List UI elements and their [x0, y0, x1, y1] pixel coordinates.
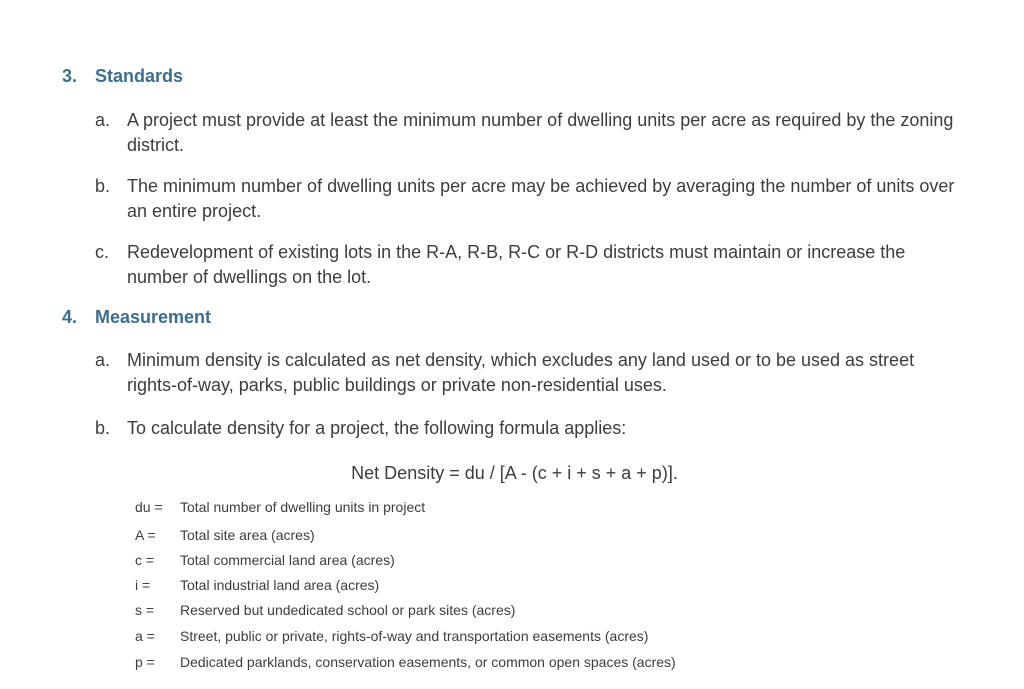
definition-row: [135, 653, 676, 671]
definition-symbol: A =: [135, 527, 156, 543]
definition-meaning: Total number of dwelling units in project: [180, 499, 426, 515]
item-letter: c.: [95, 242, 110, 262]
definition-row: [135, 576, 379, 594]
definition-symbol: c =: [135, 552, 155, 568]
item-letter: a.: [95, 110, 111, 130]
item-letter: b.: [95, 176, 111, 196]
section-number: 3.: [62, 66, 78, 86]
list-item: [95, 174, 955, 224]
definition-meaning: Dedicated parklands, conservation easements, or common open spaces (acres): [180, 654, 676, 670]
list-item: [95, 240, 955, 290]
section-heading-measurement: [62, 307, 211, 328]
definition-symbol: du =: [135, 499, 163, 515]
item-letter: a.: [95, 350, 111, 370]
definition-symbol: a =: [135, 628, 155, 644]
section-heading-standards: [62, 66, 183, 87]
definition-meaning: Reserved but undedicated school or park sites (acres): [180, 602, 516, 618]
item-text: The minimum number of dwelling units per acre may be achieved by averaging the number of units over an entire project.: [127, 176, 955, 221]
definition-meaning: Total industrial land area (acres): [180, 577, 380, 593]
definition-row: [135, 551, 395, 569]
definition-row: [135, 498, 425, 516]
list-item: [95, 416, 955, 441]
list-item: [95, 108, 955, 158]
item-text: Minimum density is calculated as net density, which excludes any land used or to be used as street rights-of-way, parks, public buildings or private non-residential uses.: [127, 350, 915, 395]
definition-symbol: p =: [135, 654, 155, 670]
definition-row: [135, 601, 515, 619]
item-letter: b.: [95, 418, 111, 438]
item-text: A project must provide at least the minimum number of dwelling units per acre as required by the zoning district.: [127, 110, 954, 155]
density-formula: Net Density = du / [A - (c + i + s + a + p)].: [351, 463, 678, 483]
section-number: 4.: [62, 307, 78, 327]
definition-symbol: i =: [135, 577, 151, 593]
definition-symbol: s =: [135, 602, 155, 618]
definition-meaning: Street, public or private, rights-of-way and transportation easements (acres): [180, 628, 649, 644]
section-title: Measurement: [95, 307, 212, 327]
list-item: [95, 348, 955, 398]
item-text: Redevelopment of existing lots in the R-A, R-B, R-C or R-D districts must maintain or increase the number of dwellings on the lot.: [127, 242, 906, 287]
definition-meaning: Total commercial land area (acres): [180, 552, 395, 568]
item-text: To calculate density for a project, the following formula applies:: [127, 418, 627, 438]
section-title: Standards: [95, 66, 184, 86]
definition-row: [135, 627, 648, 645]
definition-meaning: Total site area (acres): [180, 527, 315, 543]
definition-row: [135, 526, 315, 544]
